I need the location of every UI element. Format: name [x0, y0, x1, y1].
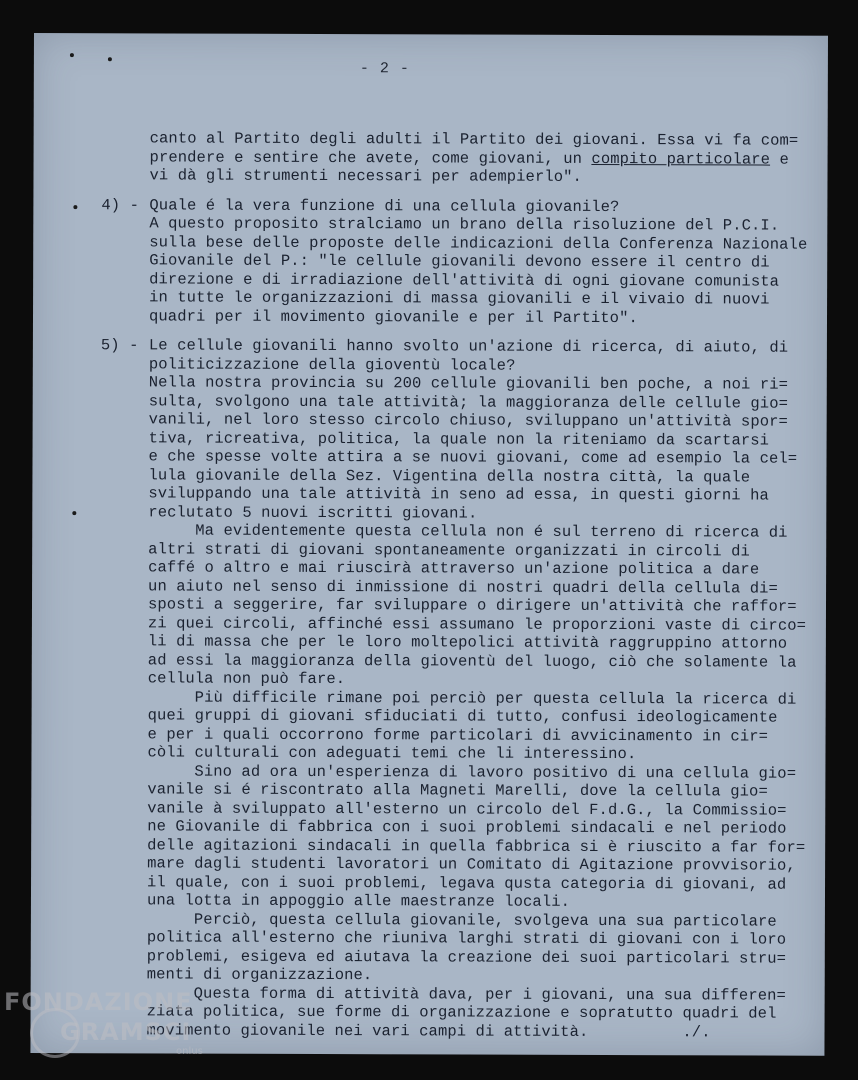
text-line: e che spesse volte attira a se nuovi giovani, come ad esempio la cel=: [148, 447, 798, 468]
text-line: ziata politica, sue forme di organizzazione e sopratutto quadri del: [146, 1002, 777, 1023]
text-line: còli culturali con adeguati temi che li interessino.: [147, 743, 637, 764]
text-line: Sino ad ora un'esperienza di lavoro positivo di una cellula gio=: [147, 761, 797, 783]
text-line: una lotta in appoggio alle maestranze locali.: [146, 891, 571, 911]
document-page: [30, 33, 828, 1056]
question-4-text: [149, 196, 829, 328]
text-line: vanili, nel loro stesso circolo chiuso, sviluppano un'attività spor=: [148, 410, 788, 431]
question-5-text: [146, 336, 828, 1041]
intro-paragraph: [149, 129, 829, 187]
text-line: cellula non può fare.: [147, 669, 346, 689]
text-line: problemi, esigeva ed aiutava la creazione dei suoi particolari stru=: [146, 946, 787, 968]
text-line: Questa forma di attività dava, per i giovani, una sua differen=: [146, 983, 786, 1005]
text-line-segment: e: [770, 150, 789, 169]
punch-hole-mark: [73, 205, 77, 209]
text-line: quei gruppi di giovani sfiduciati di tutto, confusi ideologicamente: [147, 706, 778, 727]
text-line: politicizzazione della gioventù locale?: [148, 354, 516, 375]
text-line: sulta, svolgono una tale attività; la maggioranza delle cellule gio=: [148, 391, 789, 413]
text-line: Giovanile del P.: "le cellule giovanili devono essere il centro di: [149, 251, 770, 272]
text-line: [150, 129, 830, 150]
text-line: Quale é la vera funzione di una cellula giovanile?: [149, 195, 620, 216]
text-line: politica all'esterno che riuniva larghi strati di giovani con i loro: [146, 928, 787, 949]
text-line: il quale, con i suoi problemi, legava qusta categoria di giovani, ad: [147, 872, 787, 894]
text-line: in tutte le organizzazioni di massa giovanili e il vivaio di nuovi: [149, 288, 770, 309]
text-line: Più difficile rimane poi perciò per questa cellula la ricerca di: [147, 687, 797, 709]
punch-hole-mark: [108, 57, 112, 61]
text-line: ne Giovanile di fabbrica con i suoi problemi sindacali e nel periodo: [147, 817, 787, 838]
underlined-phrase: compito particolare: [591, 149, 771, 169]
text-line: sulla bese delle proposte delle indicazioni della Conferenza Nazionale: [149, 232, 808, 254]
text-line-segment: vi dà gli strumenti necessari per adempierlo".: [149, 166, 583, 186]
text-line: vanile à sviluppato all'esterno un circolo del F.d.G., la Commissio=: [147, 798, 787, 820]
text-line: vanile si é riscontrato alla Magneti Marelli, dove la cellula gio=: [147, 780, 768, 801]
text-line: reclutato 5 nuovi iscritti giovani.: [148, 502, 478, 523]
text-line: Le cellule giovanili hanno svolto un'azione di ricerca, di aiuto, di: [148, 336, 789, 357]
page-number: - 2 -: [359, 60, 410, 78]
text-line: li di massa che per le loro moltepolici attività raggruppino attorno: [147, 632, 788, 653]
text-line: lula giovanile della Sez. Vigentina della nostra città, la quale: [148, 465, 751, 487]
question-number: 4) -: [101, 195, 140, 214]
text-line: A questo proposito stralciamo un brano della risoluzione del P.C.I.: [149, 214, 780, 235]
punch-hole-mark: [70, 53, 74, 57]
watermark-logo-sub: onlus: [176, 1046, 203, 1057]
text-line: movimento giovanile nei vari campi di attività. ./.: [146, 1020, 711, 1041]
text-line: Perciò, questa cellula giovanile, svolgeva una sua particolare: [146, 909, 777, 931]
text-line: un aiuto nel senso di inmissione di nostri quadri della cellula di=: [148, 576, 779, 598]
text-line: mare dagli studenti lavoratori un Comitato di Agitazione provvisorio,: [147, 854, 796, 875]
text-line: sposti a seggerire, far sviluppare o dirigere un'attività che raffor=: [147, 595, 797, 616]
text-line: Ma evidentemente questa cellula non é sul terreno di ricerca di: [148, 521, 788, 542]
text-line: [150, 148, 830, 169]
punch-hole-mark: [72, 511, 76, 515]
text-line: ad essi la maggioranza della gioventù del luogo, ciò che solamente la: [147, 650, 797, 672]
text-line: delle agitazioni sindacali in quella fabbrica si è riuscito a far for=: [147, 835, 806, 857]
text-line: Nella nostra provincia su 200 cellule giovanili ben poche, a noi ri=: [148, 373, 789, 394]
question-number: 5) -: [100, 336, 139, 355]
text-line: direzione e di irradiazione dell'attività di ogni giovane comunista: [149, 269, 780, 291]
text-line: zi quei circoli, affinché essi assumano le proporzioni vaste di circo=: [147, 613, 807, 635]
text-line: tiva, ricreativa, politica, la quale non la riteniamo da scartarsi: [148, 428, 770, 450]
text-line-segment: canto al Partito degli adulti il Partito dei giovani. Essa vi fa com=: [149, 129, 799, 150]
text-line: [149, 166, 829, 187]
text-line: menti di organizzazione.: [146, 965, 373, 985]
watermark-logo-line1: FONDAZIONE: [4, 988, 193, 1016]
question-4: [101, 195, 829, 328]
text-line: sviluppando una tale attività in seno ad essa, in questi giorni ha: [148, 484, 769, 505]
watermark-logo-line2: GRAMSCI: [60, 1018, 192, 1046]
text-line: altri strati di giovani spontaneamente organizzati in circoli di: [148, 539, 750, 561]
text-line: caffé o altro e mai riuscirà attraverso un'azione politica a dare: [148, 558, 760, 579]
text-line: quadri per il movimento giovanile e per il Partito".: [148, 306, 638, 327]
text-line-segment: prendere e sentire che avete, come giovani, un: [149, 147, 592, 168]
text-line: e per i quali occorrono forme particolari di avvicinamento in cir=: [147, 724, 769, 746]
